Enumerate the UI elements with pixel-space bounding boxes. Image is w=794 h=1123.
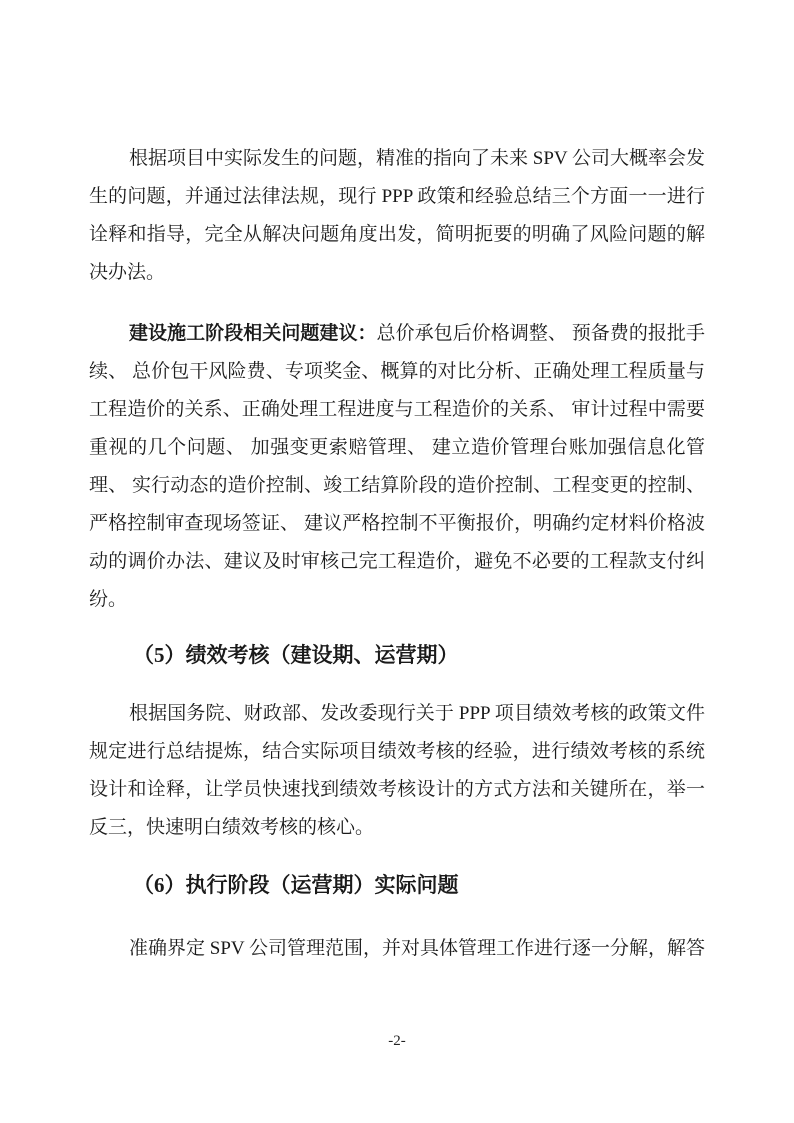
page-number: -2- <box>388 1033 406 1049</box>
text-line: 规定进行总结提炼，结合实际项目绩效考核的经验，进行绩效考核的系统 <box>89 741 705 762</box>
heading-execution-stage: （6）执行阶段（运营期）实际问题 <box>133 873 459 897</box>
text-line: 根据国务院、财政部、发改委现行关于 PPP 项目绩效考核的政策文件 <box>129 703 705 724</box>
text-run: 总价承包后价格调整、 预备费的报批手 <box>376 323 705 344</box>
text-line: 诠释和指导，完全从解决问题角度出发，简明扼要的明确了风险问题的解 <box>89 224 705 245</box>
text-line: 生的问题，并通过法律法规，现行 PPP 政策和经验总结三个方面一一进行 <box>89 186 705 207</box>
text-line: 决办法。 <box>89 262 166 283</box>
paragraph-lead-bold: 建设施工阶段相关问题建议： <box>129 323 377 344</box>
text-line: 根据项目中实际发生的问题，精准的指向了未来 SPV 公司大概率会发 <box>129 148 706 169</box>
text-line: 反三，快速明白绩效考核的核心。 <box>89 817 375 838</box>
text-line: 设计和诠释，让学员快速找到绩效考核设计的方式方法和关键所在，举一 <box>89 779 705 800</box>
text-line: 重视的几个问题、 加强变更索赔管理、 建立造价管理台账加强信息化管 <box>89 437 705 458</box>
heading-performance-review: （5）绩效考核（建设期、运营期） <box>133 643 459 667</box>
text-line: 工程造价的关系、正确处理工程进度与工程造价的关系、 审计过程中需要 <box>89 399 705 420</box>
text-line: 理、 实行动态的造价控制、竣工结算阶段的造价控制、工程变更的控制、 <box>89 475 705 496</box>
paragraph-intro <box>89 140 705 292</box>
text-line: 动的调价办法、建议及时审核己完工程造价，避免不必要的工程款支付纠 <box>89 551 705 572</box>
text-line: 续、 总价包干风险费、专项奖金、概算的对比分析、正确处理工程质量与 <box>89 361 705 382</box>
paragraph-construction-advice <box>89 315 705 619</box>
text-line <box>89 315 705 353</box>
paragraph-performance-review <box>89 695 705 847</box>
paragraph-execution-stage <box>89 930 705 968</box>
text-line: 纷。 <box>89 589 128 610</box>
text-line: 严格控制审查现场签证、 建议严格控制不平衡报价，明确约定材料价格波 <box>89 513 705 534</box>
text-line: 准确界定 SPV 公司管理范围，并对具体管理工作进行逐一分解，解答 <box>129 938 706 959</box>
